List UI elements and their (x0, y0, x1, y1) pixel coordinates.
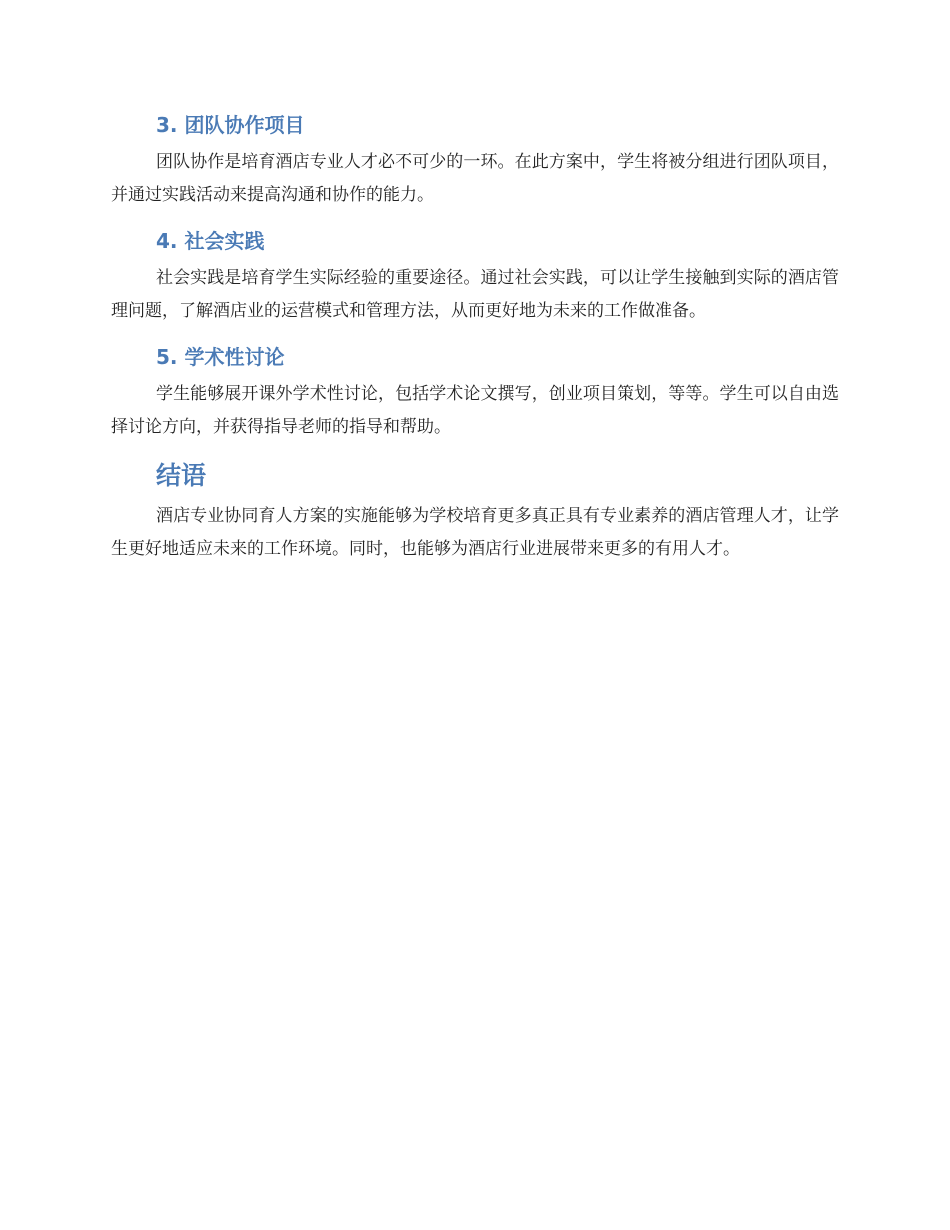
section-body-team-project: 团队协作是培育酒店专业人才必不可少的一环。在此方案中，学生将被分组进行团队项目，并通过实践活动来提高沟通和协作的能力。 (111, 152, 839, 205)
section-body-social-practice: 社会实践是培育学生实际经验的重要途径。通过社会实践，可以让学生接触到实际的酒店管理问题，了解酒店业的运营模式和管理方法，从而更好地为未来的工作做准备。 (111, 268, 839, 321)
section-body-academic-discussion: 学生能够展开课外学术性讨论，包括学术论文撰写，创业项目策划，等等。学生可以自由选择讨论方向，并获得指导老师的指导和帮助。 (111, 384, 839, 437)
conclusion-heading: 结语 (156, 461, 207, 490)
conclusion-body: 酒店专业协同育人方案的实施能够为学校培育更多真正具有专业素养的酒店管理人才，让学生更好地适应未来的工作环境。同时，也能够为酒店行业进展带来更多的有用人才。 (111, 506, 839, 559)
document-content (111, 108, 839, 566)
section-heading-social-practice: 4. 社会实践 (156, 229, 265, 253)
section-heading-academic-discussion: 5. 学术性讨论 (156, 345, 285, 369)
section-heading-team-project: 3. 团队协作项目 (156, 113, 305, 137)
